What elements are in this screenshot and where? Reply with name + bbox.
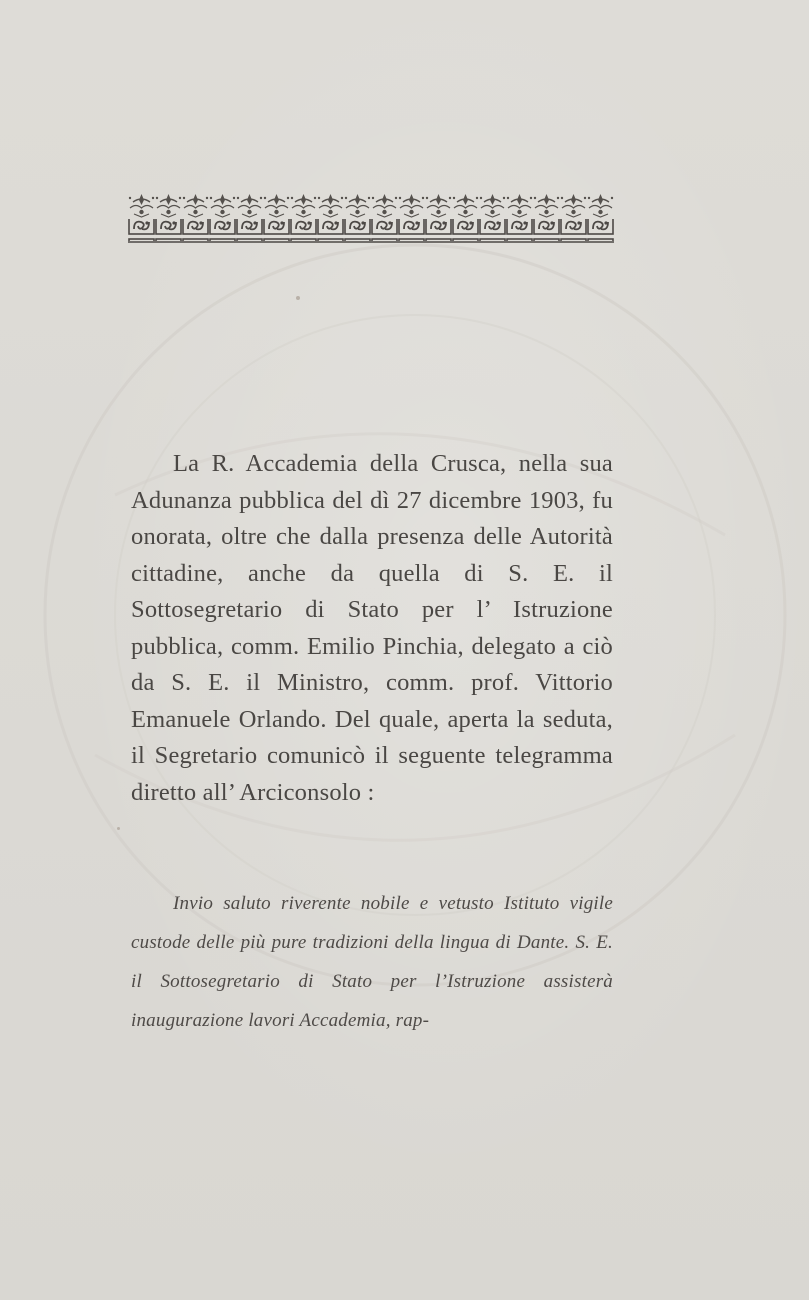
paper-speck — [117, 827, 120, 830]
paper-speck — [296, 296, 300, 300]
floral-border-ornament-icon — [128, 192, 614, 244]
main-paragraph: La R. Accademia della Crusca, nella sua Adunanza pubblica del dì 27 dicembre 1903, fu onorata, oltre che dalla presenza delle Autorità cittadine, anche da quella di S. E. il Sottosegretario di Stato per l’ Istruzione pubblica, comm. Emilio Pinchia, delegato a ciò da S. E. il Ministro, comm. prof. Vittorio Emanuele Orlando. Del quale, aperta la seduta, il Segretario comunicò il seguente telegramma diretto all’ Arciconsolo : — [131, 450, 613, 806]
telegram-quote: Invio saluto riverente nobile e vetusto Istituto vigile custode delle più pure tradizioni della lingua di Dante. S. E. il Sottosegretario di Stato per l’Istruzione assisterà inaugurazione lavori Accademia, rap- — [131, 893, 613, 1031]
